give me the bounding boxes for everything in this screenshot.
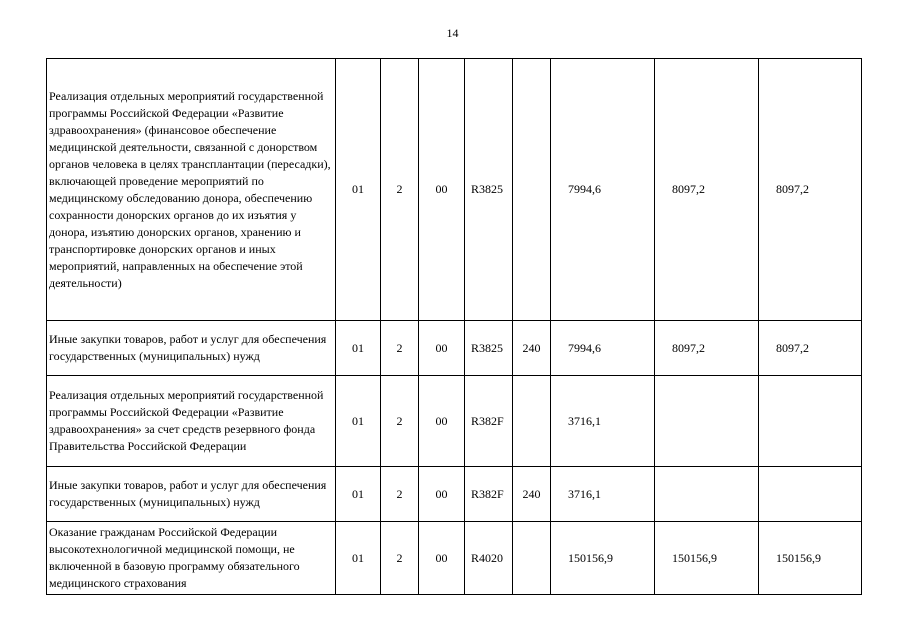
table-row (47, 376, 862, 467)
row-col1: 01 (336, 376, 381, 467)
row-amount3 (759, 376, 862, 467)
row-vr (513, 522, 551, 595)
row-col3: 00 (419, 376, 465, 467)
row-amount1: 150156,9 (551, 522, 655, 595)
page-number: 14 (446, 26, 459, 40)
row-amount2: 150156,9 (655, 522, 759, 595)
row-code: R382F (465, 467, 513, 522)
row-col3: 00 (419, 59, 465, 321)
table-row (47, 59, 862, 321)
row-code: R3825 (465, 59, 513, 321)
table-row (47, 522, 862, 595)
row-code: R3825 (465, 321, 513, 376)
row-col2: 2 (381, 467, 419, 522)
row-description: Иные закупки товаров, работ и услуг для обеспечения государственных (муниципальных) нужд (47, 321, 336, 376)
row-amount2: 8097,2 (655, 321, 759, 376)
row-description: Реализация отдельных мероприятий государственной программы Российской Федерации «Развитие здравоохранения» (финансовое обеспечение медицинской деятельности, связанной с донорством органов человека в целях трансплантации (пересадки), включающей проведение мероприятий по медицинскому обследованию донора, обеспечению сохранности донорских органов до их изъятия у донора, изъятию донорских органов, хранению и транспортировке донорских органов и иных мероприятий, направленных на обеспечение этой деятельности) (47, 59, 336, 321)
row-amount1: 7994,6 (551, 59, 655, 321)
row-description: Иные закупки товаров, работ и услуг для обеспечения государственных (муниципальных) нужд (47, 467, 336, 522)
row-amount1: 7994,6 (551, 321, 655, 376)
row-col2: 2 (381, 321, 419, 376)
row-amount2 (655, 467, 759, 522)
row-amount3: 8097,2 (759, 59, 862, 321)
row-col1: 01 (336, 522, 381, 595)
row-col2: 2 (381, 522, 419, 595)
row-vr: 240 (513, 467, 551, 522)
row-amount1: 3716,1 (551, 467, 655, 522)
row-amount1: 3716,1 (551, 376, 655, 467)
table-row (47, 321, 862, 376)
row-amount2: 8097,2 (655, 59, 759, 321)
row-col3: 00 (419, 321, 465, 376)
row-description: Реализация отдельных мероприятий государственной программы Российской Федерации «Развитие здравоохранения» за счет средств резервного фонда Правительства Российской Федерации (47, 376, 336, 467)
row-col2: 2 (381, 59, 419, 321)
row-vr (513, 376, 551, 467)
table-row (47, 467, 862, 522)
row-vr (513, 59, 551, 321)
row-vr: 240 (513, 321, 551, 376)
budget-table (46, 58, 862, 595)
row-amount3: 8097,2 (759, 321, 862, 376)
row-amount3: 150156,9 (759, 522, 862, 595)
row-col2: 2 (381, 376, 419, 467)
row-col3: 00 (419, 522, 465, 595)
row-col1: 01 (336, 59, 381, 321)
row-amount2 (655, 376, 759, 467)
row-amount3 (759, 467, 862, 522)
row-col1: 01 (336, 467, 381, 522)
row-col1: 01 (336, 321, 381, 376)
row-col3: 00 (419, 467, 465, 522)
row-code: R4020 (465, 522, 513, 595)
row-description: Оказание гражданам Российской Федерации высокотехнологичной медицинской помощи, не включенной в базовую программу обязательного медицинского страхования (47, 522, 336, 595)
row-code: R382F (465, 376, 513, 467)
